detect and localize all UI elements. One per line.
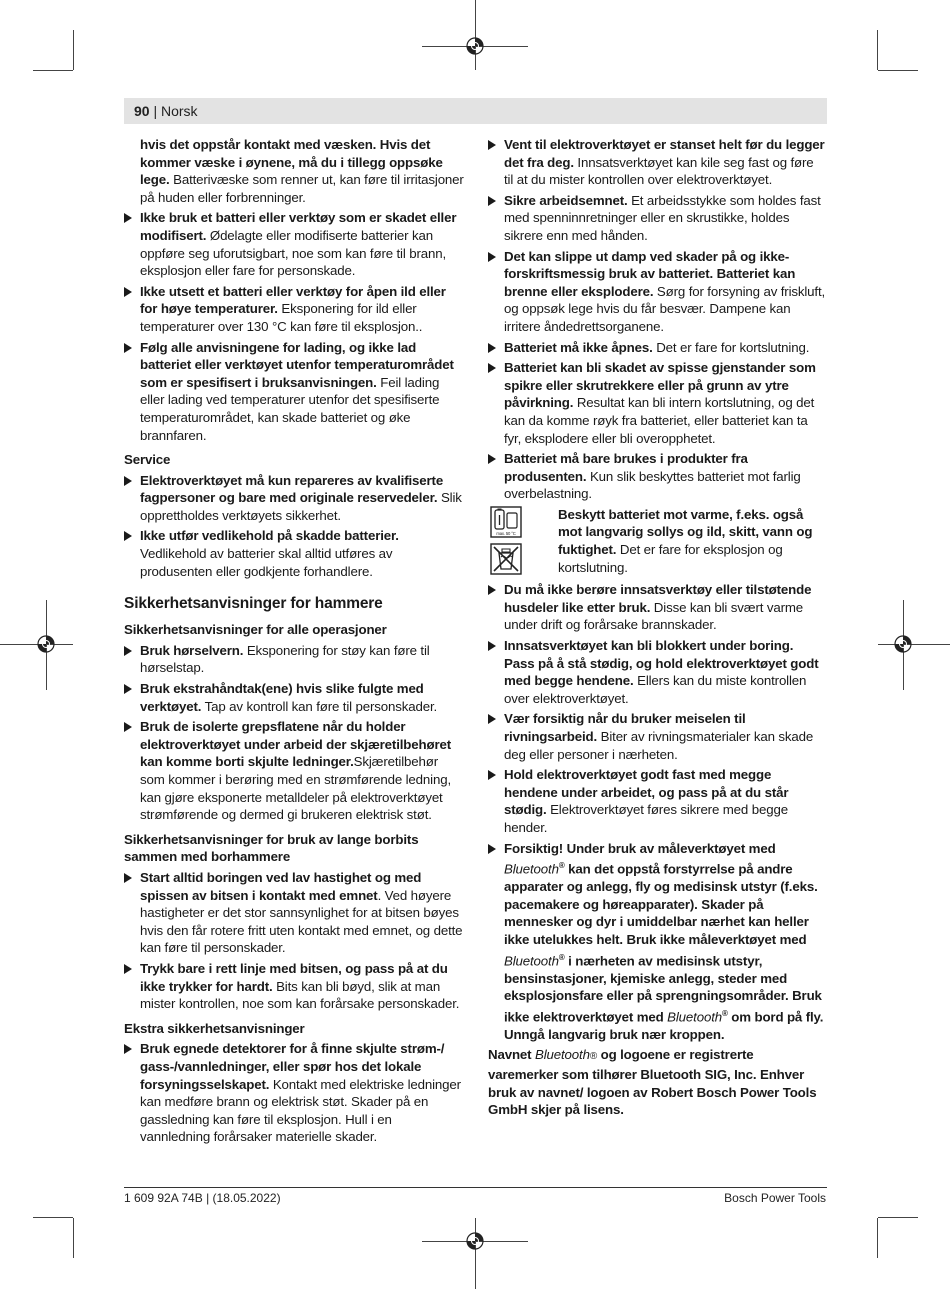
item-bold: Innsatsverktøyet kan bli blokkert under boring. Pass på å stå stødig, og hold elektroverktøyet godt med begge hendene. [504, 638, 819, 689]
registered-mark: ® [558, 952, 565, 962]
list-item [124, 283, 464, 336]
item-text: . Ved høyere hastigheter er det stor sannsynlighet for at bitsen bøyes hvis den får rotere fritt uten kontakt med emnet, og dette kan føre til personskader. [140, 887, 463, 956]
bullet-arrow-icon [488, 714, 496, 724]
page-header-band [124, 98, 827, 124]
bullet-arrow-icon [488, 252, 496, 262]
item-bold: Start alltid boringen ved lav hastighet og med spissen av bitsen i kontakt med emnet [140, 869, 422, 903]
bullet-arrow-icon [488, 363, 496, 373]
list-item [124, 960, 464, 1013]
registered-mark: ® [589, 1051, 598, 1063]
header-language: Norsk [161, 103, 198, 119]
item-text: Slik opprettholdes verktøyets sikkerhet. [140, 490, 462, 523]
item-bold: Batteriet kan bli skadet av spisse gjenstander som spikre eller skrutrekkere eller på grunn av ytre påvirkning. [504, 360, 816, 411]
item-text: Bits kan bli bøyd, slik at man mister kontrollen, noe som kan forårsake personskader. [140, 978, 460, 1012]
right-column [488, 136, 826, 1122]
item-text: Skjæretilbehør som kommer i berøring med en strømførende ledning, kan gjøre eksponerte metalldeler på elektroverktøyet strømførende og dermed gi brukeren elektrisk støt. [140, 754, 451, 823]
service-heading: Service [124, 452, 171, 468]
trademark-notice [488, 1046, 826, 1118]
list-item [124, 339, 464, 445]
item-bold: Følg alle anvisningene for lading, og ikke lad batteriet eller verktøyet utenfor temperaturområdet som er spesifisert i bruksanvisningen. [140, 339, 454, 390]
item-text: Resultat kan bli intern kortslutning, og det kan da komme røyk fra batteriet, eller batteriet kan ta fyr, eksplodere eller bli overopphetet. [504, 395, 815, 446]
bullet-arrow-icon [488, 140, 496, 150]
footer-brand: Bosch Power Tools [724, 1191, 826, 1205]
bluetooth-text: i nærheten av medisinsk utstyr, bensinstasjoner, kjemiske anlegg, steder med eksplosjonsfare eller på sprengningsområder. Bruk ikke elektroverktøyet med [504, 952, 822, 1025]
item-text: Biter av rivningsmaterialer kan skade deg eller personer i nærheten. [504, 729, 814, 762]
list-item [488, 581, 826, 634]
item-bold: Elektroverktøyet må kun repareres av kvalifiserte fagpersoner og bare med originale reservedeler. [140, 472, 444, 506]
trademark-text: Navnet [488, 1047, 535, 1063]
item-text: Ellers kan du miste kontrollen over elektroverktøyet. [504, 673, 807, 706]
crop-mark [877, 30, 878, 70]
list-item [124, 642, 464, 677]
bluetooth-text: om bord på fly. Unngå langvarig bruk nær kroppen. [504, 1009, 824, 1042]
crop-mark [73, 30, 74, 70]
item-bold: Ikke bruk et batteri eller verktøy som er skadet eller modifisert. [140, 210, 457, 243]
list-item [124, 527, 464, 580]
bullet-arrow-icon [488, 454, 496, 464]
item-bold: Bruk egnede detektorer for å finne skjulte strøm-/ gass-/vannledninger, eller spør hos det lokale forsyningsselskapet. [140, 1041, 445, 1092]
registration-mark-icon [464, 1230, 486, 1252]
list-item [488, 339, 826, 357]
item-bold: Bruk ekstrahåndtak(ene) hvis slike fulgte med verktøyet. [140, 681, 424, 714]
crop-mark [878, 70, 918, 71]
intro-text: Batterivæske som renner ut, kan føre til irritasjoner på huden eller forbrenninger. [140, 172, 464, 205]
item-text: Ødelagte eller modifiserte batterier kan oppføre seg uforutsigbart, noe som kan føre til brann, eksplosjon eller fare for personskade. [140, 227, 447, 279]
bluetooth-word: Bluetooth [534, 1047, 590, 1063]
bluetooth-word: Bluetooth [504, 952, 559, 968]
list-item [488, 136, 826, 189]
bullet-arrow-icon [488, 770, 496, 780]
crop-mark [475, 1218, 476, 1289]
bullet-arrow-icon [124, 287, 132, 297]
item-text: Elektroverktøyet føres sikrere med begge hender. [504, 802, 788, 835]
crop-mark [73, 1218, 74, 1258]
item-bold: Det kan slippe ut damp ved skader på og ikke-forskriftsmessig bruk av batteriet. Batteriet kan brenne eller eksplodere. [504, 248, 796, 299]
item-text: Eksponering for ild eller temperaturer over 130 °C kan føre til eksplosjon.. [140, 301, 423, 334]
item-bold: Ikke utfør vedlikehold på skadde batterier. [140, 528, 399, 544]
item-bold: Vent til elektroverktøyet er stanset helt før du legger det fra deg. [504, 137, 825, 170]
registered-mark: ® [721, 1008, 728, 1018]
list-item [488, 766, 826, 836]
page-number: 90 [134, 103, 150, 119]
bluetooth-text: kan det oppstå forstyrrelse på andre apparater og anlegg, fly og medisinsk utstyr (f.eks. pacemakere og høreapparater). Skader på mennesker og dyr i umiddelbar nærhet kan heller ikke utelukkes helt. Bruk ikke måleverktøyet med [504, 861, 818, 947]
heat-warning-icon [490, 506, 522, 538]
footer-rule [124, 1187, 827, 1188]
bullet-arrow-icon [488, 585, 496, 595]
crop-mark [33, 70, 73, 71]
item-text: Et arbeidsstykke som holdes fast med spenninnretninger eller en skrustikke, holdes sikrere enn med hånden. [504, 192, 821, 243]
list-item [488, 710, 826, 763]
list-item [124, 1040, 464, 1146]
battery-warning-bold: Beskytt batteriet mot varme, f.eks. også mot langvarig sollys og ild, skitt, vann og fuktighet. [558, 506, 813, 558]
bluetooth-warning-item [488, 840, 826, 1044]
battery-warning-block [488, 506, 826, 576]
item-text: Kun slik beskyttes batteriet mot farlig overbelastning. [504, 468, 801, 502]
list-item [124, 718, 464, 824]
bullet-arrow-icon [488, 343, 496, 353]
item-bold: Batteriet må bare brukes i produkter fra produsenten. [504, 451, 748, 484]
crop-mark [878, 1217, 918, 1218]
bullet-arrow-icon [124, 476, 132, 486]
list-item [124, 209, 464, 279]
bullet-arrow-icon [124, 722, 132, 732]
bullet-arrow-icon [124, 1044, 132, 1054]
intro-paragraph [124, 136, 464, 206]
item-text: Sørg for forsyning av friskluft, og oppsøk lege hvis du får besvær. Dampene kan irritere åndedrettsorganene. [504, 283, 826, 334]
item-text: Feil lading eller lading ved temperaturer utenfor det spesifiserte temperaturområdet, kan skade batteriet og øke brannfaren. [140, 374, 440, 443]
list-item [488, 359, 826, 447]
item-text: Eksponering for støy kan føre til hørselstap. [140, 642, 430, 676]
left-column [124, 136, 464, 1149]
item-bold: Bruk de isolerte grepsflatene når du holder elektroverktøyet under arbeid der skjæretilbehøret kan komme borti skjulte ledninger. [140, 719, 451, 770]
no-disposal-icon [490, 543, 522, 575]
trademark-text: og logoene er registrerte varemerker som tilhører Bluetooth SIG, Inc. Enhver bruk av navnet/ logoen av Robert Bosch Power Tools GmbH skjer på lisens. [488, 1047, 817, 1118]
crop-mark [877, 1218, 878, 1258]
bullet-arrow-icon [124, 646, 132, 656]
list-item [488, 192, 826, 245]
list-item [488, 450, 826, 503]
bullet-arrow-icon [488, 641, 496, 651]
bluetooth-word: Bluetooth [667, 1009, 722, 1025]
registration-mark-icon [892, 633, 914, 655]
subsection-heading: Sikkerhetsanvisninger for bruk av lange borbits sammen med borhammere [124, 831, 419, 865]
item-bold: Sikre arbeidsemnet. [504, 192, 628, 208]
registration-mark-icon [464, 35, 486, 57]
heat-warning-label: max. 50 °C [496, 530, 516, 536]
header-separator: | [149, 103, 161, 119]
subsection-heading: Sikkerhetsanvisninger for alle operasjoner [124, 622, 387, 638]
list-item [124, 472, 464, 525]
page-header [134, 102, 198, 120]
item-bold: Ikke utsett et batteri eller verktøy for åpen ild eller for høye temperaturer. [140, 283, 446, 317]
list-item [488, 637, 826, 707]
item-bold: Trykk bare i rett linje med bitsen, og pass på at du ikke trykker for hardt. [140, 960, 448, 994]
crop-mark [33, 1217, 73, 1218]
section-title: Sikkerhetsanvisninger for hammere [124, 595, 383, 613]
bullet-arrow-icon [124, 964, 132, 974]
list-item [124, 680, 464, 715]
bullet-arrow-icon [124, 531, 132, 541]
item-bold: Bruk hørselvern. [140, 642, 244, 658]
registration-mark-icon [35, 633, 57, 655]
list-item [488, 248, 826, 336]
item-text: Tap av kontroll kan føre til personskader. [201, 698, 438, 714]
bullet-arrow-icon [124, 684, 132, 694]
item-bold: Hold elektroverktøyet godt fast med megge hendene under arbeidet, og pass på at du står stødig. [504, 767, 789, 818]
bluetooth-word: Bluetooth [504, 861, 559, 877]
subsection-heading: Ekstra sikkerhetsanvisninger [124, 1020, 305, 1036]
bullet-arrow-icon [488, 844, 496, 854]
footer-doc-id: 1 609 92A 74B | (18.05.2022) [124, 1191, 281, 1205]
bullet-arrow-icon [124, 873, 132, 883]
registered-mark: ® [558, 861, 565, 871]
item-bold: Batteriet må ikke åpnes. [504, 339, 653, 355]
bullet-arrow-icon [124, 213, 132, 223]
item-text: Det er fare for kortslutning. [652, 339, 810, 355]
intro-bold: hvis det oppstår kontakt med væsken. Hvis det kommer væske i øynene, må du i tillegg oppsøke lege. [140, 137, 443, 188]
bullet-arrow-icon [488, 196, 496, 206]
item-text: Vedlikehold av batterier skal alltid utføres av produsenten eller godkjente forhandlere. [140, 546, 393, 579]
bluetooth-text: Forsiktig! Under bruk av måleverktøyet med [504, 840, 776, 856]
battery-warning-text: Det er fare for eksplosjon og kortslutning. [558, 542, 783, 575]
list-item [124, 869, 464, 957]
item-bold: Vær forsiktig når du bruker meiselen til rivningsarbeid. [504, 711, 746, 744]
bullet-arrow-icon [124, 343, 132, 353]
item-bold: Du må ikke berøre innsatsverktøy eller tilstøtende husdeler like etter bruk. [504, 582, 812, 615]
item-text: Kontakt med elektriske ledninger kan medføre brann og elektrisk støt. Skader på en gassledning kan føre til eksplosjon. Hull i en vannledning forårsaker materielle skader. [140, 1076, 461, 1145]
crop-mark [878, 644, 950, 645]
item-text: Disse kan bli svært varme under drift og forårsake brannskader. [504, 599, 804, 633]
item-text: Innsatsverktøyet kan kile seg fast og føre til at du mister kontrollen over elektroverktøyet. [504, 154, 814, 188]
